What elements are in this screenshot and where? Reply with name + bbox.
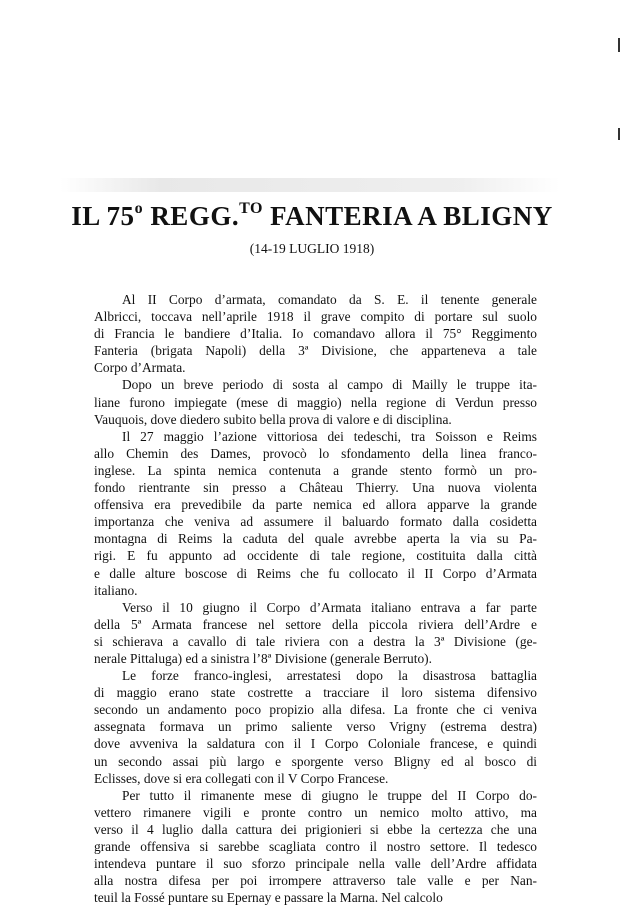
scan-edge-mark xyxy=(618,128,620,140)
text-line: della 5ª Armata francese nel settore della piccola riviera dell’Ardre e xyxy=(94,616,537,632)
text-line: offensiva era prevedibile da parte nemica ed allora apparve la grande xyxy=(94,497,537,513)
scan-edge-mark xyxy=(618,38,620,52)
text-line: si schierava a cavallo di tale riviera con a destra la 3ª Divisione (ge- xyxy=(94,633,537,649)
text-line: nerale Pittaluga) ed a sinistra l’8ª Divisione (generale Berruto). xyxy=(94,650,432,666)
text-line: Le forze franco-inglesi, arrestatesi dopo la disastrosa battaglia xyxy=(122,668,537,684)
text-line: assegnata formava un primo saliente verso Vrigny (estrema destra) xyxy=(94,719,537,735)
text-line: rigi. E fu appunto ad occidente di tale regione, costituita dalla città xyxy=(94,548,537,564)
paragraph xyxy=(94,428,537,599)
paragraph xyxy=(94,376,537,427)
text-line: Per tutto il rimanente mese di giugno le truppe del II Corpo do- xyxy=(122,787,537,803)
text-line: teuil la Fossé puntare su Epernay e passare la Marna. Nel calcolo xyxy=(94,890,443,906)
text-line: Vauquois, dove diedero subito bella prova di valore e di disciplina. xyxy=(94,411,452,427)
text-line: vettero rimanere vigili e pronte contro un nemico molto attivo, ma xyxy=(94,804,537,820)
text-line: inglese. La spinta nemica contenuta a grande stento formò un pro- xyxy=(94,462,537,478)
text-line: alla nostra difesa per poi irrompere attraverso tale valle e per Nan- xyxy=(94,873,537,889)
text-line: italiano. xyxy=(94,582,138,598)
text-line: liane furono impiegate (mese di maggio) nella regione di Verdun presso xyxy=(94,394,537,410)
text-line: Il 27 maggio l’azione vittoriosa dei tedeschi, tra Soisson e Reims xyxy=(122,428,537,444)
text-line: Al II Corpo d’armata, comandato da S. E. il tenente generale xyxy=(122,292,537,307)
text-line: importanza che veniva ad assumere il baluardo formato dalla cosidetta xyxy=(94,514,537,530)
text-line: intendeva puntare il suo sforzo principale nella valle dell’Ardre affidata xyxy=(94,856,537,872)
page-title: IL 75$^o$ REGG.$^{TO}$ FANTERIA A BLIGNY xyxy=(71,200,553,231)
text-line: Fanteria (brigata Napoli) della 3ª Divisione, che apparteneva a tale xyxy=(94,343,537,359)
text-line: secondo un andamento poco propizio alla difesa. La fronte che ci veniva xyxy=(94,702,537,718)
text-line: Corpo d’Armata. xyxy=(94,360,186,376)
text-line: un secondo assai più largo e sporgente verso Bligny ed al bosco di xyxy=(94,753,537,769)
text-line: Verso il 10 giugno il Corpo d’Armata italiano entrava a far parte xyxy=(122,599,537,615)
paragraph xyxy=(94,599,537,667)
text-line: verso il 4 luglio dalla cattura dei prigionieri si ebbe la certezza che una xyxy=(94,821,537,837)
text-line: allo Chemin des Dames, provocò lo sfondamento della linea franco- xyxy=(94,445,537,461)
scan-artifact-band xyxy=(60,178,560,192)
body-text xyxy=(94,291,537,906)
text-line: di maggio erano state costrette a tracciare il loro sistema difensivo xyxy=(94,685,537,701)
text-line: fondo rientrante sin presso a Château Thierry. Una nuova violenta xyxy=(94,480,537,496)
text-line: di Francia le bandiere d’Italia. Io comandavo allora il 75° Reggimento xyxy=(94,326,537,342)
paragraph xyxy=(94,291,537,376)
text-line: Eclisses, dove si era collegati con il V Corpo Francese. xyxy=(94,770,389,786)
text-line: Dopo un breve periodo di sosta al campo di Mailly le truppe ita- xyxy=(122,377,537,393)
text-line: e dalle alture boscose di Reims che fu collocato il II Corpo d’Armata xyxy=(94,565,537,581)
page-subtitle: (14-19 LUGLIO 1918) xyxy=(249,241,375,256)
paragraph xyxy=(94,667,537,787)
text-line: Albricci, toccava nell’aprile 1918 il grave compito di portare sul suolo xyxy=(94,309,537,325)
text-line: dove avveniva la saldatura con il I Corpo Coloniale francese, e quindi xyxy=(94,736,537,752)
text-line: grande offensiva si sarebbe scagliata contro il nostro settore. Il tedesco xyxy=(94,839,537,854)
text-line: montagna di Reims la caduta del quale avrebbe aperta la via su Pa- xyxy=(94,531,537,547)
paragraph xyxy=(94,787,537,906)
